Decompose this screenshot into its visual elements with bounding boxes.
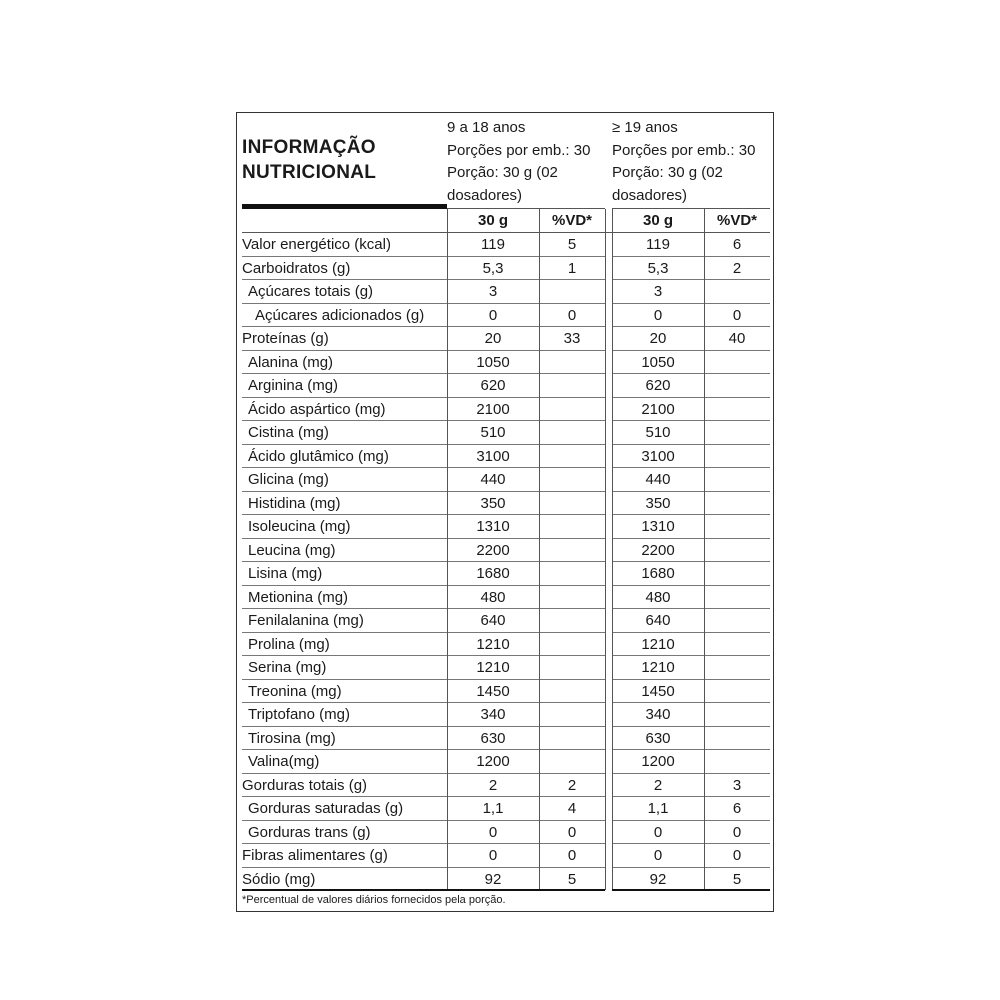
value-vd-9-18: 0 [567,306,577,324]
value-amount-9-18: 1210 [476,659,510,676]
value-vd-19-plus [704,750,770,774]
nutrient-label: Valina(mg) [248,753,320,770]
value-vd-19-plus: 0 [732,847,742,864]
table-row [237,774,775,798]
group-portion-size-cont: dosadores) [447,186,523,204]
nutrient-label: Sódio (mg) [242,870,316,888]
nutrient-label: Cistina (mg) [248,424,329,441]
nutrient-label: Fenilalanina (mg) [248,612,364,629]
table-row [237,562,775,586]
value-vd-19-plus: 0 [732,823,742,841]
table-row [237,586,775,610]
value-vd-19-plus: 6 [732,236,742,253]
nutrient-label: Gorduras trans (g) [248,823,371,841]
value-amount-9-18: 1050 [476,353,510,371]
value-vd-9-18: 0 [567,823,577,841]
table-title [242,135,376,185]
value-vd-19-plus [704,562,770,586]
group-portions: Porções por emb.: 30 [447,141,591,159]
value-amount-19-plus: 1210 [641,659,675,676]
footnote: *Percentual de valores diários fornecidos pela porção. [242,894,506,906]
nutrient-label: Prolina (mg) [248,635,330,653]
value-vd-19-plus [704,727,770,751]
value-vd-9-18: 2 [567,776,577,794]
value-amount-9-18: 1210 [476,635,510,653]
value-vd-9-18 [539,280,605,304]
nutrient-label: Valor energético (kcal) [242,236,391,253]
nutrient-label: Proteínas (g) [242,330,329,347]
value-amount-9-18: 3100 [476,447,510,465]
value-amount-9-18: 2100 [476,400,510,418]
table-row [237,539,775,563]
value-amount-19-plus: 1050 [641,353,675,371]
value-amount-19-plus: 2100 [641,400,675,418]
value-amount-9-18: 0 [488,306,498,324]
nutrient-label: Ácido glutâmico (mg) [248,447,389,465]
value-amount-19-plus: 3 [653,283,663,300]
table-row [237,233,775,257]
title-line-2: NUTRICIONAL [242,162,377,183]
value-vd-9-18 [539,727,605,751]
value-amount-9-18: 630 [480,729,506,747]
nutrient-label: Metionina (mg) [248,588,349,606]
value-amount-19-plus: 480 [645,588,671,606]
value-amount-9-18: 20 [484,330,502,347]
table-row [237,421,775,445]
value-amount-19-plus: 2200 [641,541,675,559]
group-age: 9 a 18 anos [447,119,526,136]
group-header-19-plus [612,117,755,207]
value-vd-19-plus [704,468,770,492]
nutrient-label: Treonina (mg) [248,682,342,700]
value-vd-9-18 [539,609,605,633]
value-amount-9-18: 1,1 [482,800,504,817]
value-vd-19-plus [704,656,770,680]
value-amount-19-plus: 620 [645,377,671,394]
value-amount-9-18: 340 [480,706,506,723]
value-amount-9-18: 92 [484,870,502,888]
value-amount-9-18: 480 [480,588,506,606]
value-amount-19-plus: 630 [645,729,671,747]
value-amount-9-18: 440 [480,471,506,488]
value-amount-9-18: 640 [480,612,506,629]
column-header-vd: %VD* [716,212,757,229]
nutrient-label: Arginina (mg) [248,377,339,394]
value-vd-9-18 [539,586,605,610]
value-vd-9-18 [539,633,605,657]
value-amount-9-18: 1680 [476,565,510,582]
value-vd-9-18: 5 [567,236,577,253]
value-amount-9-18: 3 [488,283,498,300]
table-row [237,398,775,422]
nutrient-label: Açúcares totais (g) [248,283,374,300]
value-amount-19-plus: 1450 [641,682,675,700]
value-amount-19-plus: 0 [653,306,663,324]
table-row [237,609,775,633]
value-vd-19-plus [704,515,770,539]
value-vd-9-18: 1 [567,259,577,277]
value-amount-19-plus: 1680 [641,565,675,582]
value-amount-9-18: 1200 [476,753,510,770]
nutrient-label: Serina (mg) [248,659,327,676]
nutrient-label: Glicina (mg) [248,471,329,488]
value-vd-9-18 [539,492,605,516]
value-vd-9-18 [539,539,605,563]
group-portion-size-cont: dosadores) [612,186,688,204]
value-amount-19-plus: 92 [649,870,667,888]
table-row [237,750,775,774]
value-amount-9-18: 0 [488,823,498,841]
column-header-amount: 30 g [642,212,673,229]
nutrient-label: Isoleucina (mg) [248,518,351,535]
value-vd-9-18 [539,680,605,704]
value-vd-19-plus [704,374,770,398]
nutrient-label: Gorduras saturadas (g) [248,800,404,817]
nutrient-label: Histidina (mg) [248,494,341,512]
value-vd-9-18 [539,374,605,398]
column-header-amount: 30 g [477,212,508,229]
value-amount-19-plus: 1200 [641,753,675,770]
value-vd-19-plus [704,445,770,469]
value-vd-9-18: 0 [567,847,577,864]
table-row [237,374,775,398]
table-row [237,844,775,868]
nutrient-label: Gorduras totais (g) [242,776,368,794]
value-vd-9-18 [539,445,605,469]
value-amount-9-18: 350 [480,494,506,512]
value-vd-9-18: 5 [567,870,577,888]
value-vd-9-18: 33 [563,330,581,347]
value-vd-19-plus [704,421,770,445]
value-vd-19-plus [704,351,770,375]
nutrient-label: Tirosina (mg) [248,729,336,747]
value-vd-9-18 [539,703,605,727]
nutrient-label: Leucina (mg) [248,541,336,559]
nutrient-label: Triptofano (mg) [248,706,350,723]
column-separator [447,209,448,890]
table-row [237,868,775,892]
value-amount-9-18: 0 [488,847,498,864]
title-divider [242,204,447,209]
value-vd-9-18 [539,398,605,422]
value-vd-9-18 [539,562,605,586]
value-amount-19-plus: 510 [645,424,671,441]
table-row [237,468,775,492]
value-vd-19-plus: 0 [732,306,742,324]
group-portion-size: Porção: 30 g (02 [612,164,723,181]
table-row [237,656,775,680]
column-separator [612,209,613,890]
nutrient-label: Lisina (mg) [248,565,323,582]
value-amount-19-plus: 1310 [641,518,675,535]
nutrient-label: Carboidratos (g) [242,259,351,277]
table-row [237,327,775,351]
value-vd-19-plus [704,633,770,657]
value-amount-19-plus: 340 [645,706,671,723]
value-amount-9-18: 2 [488,776,498,794]
value-vd-19-plus: 6 [732,800,742,817]
column-separator [539,209,540,890]
table-row [237,257,775,281]
table-row [237,515,775,539]
value-amount-19-plus: 1,1 [647,800,669,817]
value-amount-9-18: 1310 [476,518,510,535]
value-vd-9-18 [539,515,605,539]
value-vd-19-plus: 3 [732,776,742,794]
table-row [237,797,775,821]
value-vd-19-plus [704,492,770,516]
table-row [237,703,775,727]
value-vd-9-18 [539,351,605,375]
group-header-9-18 [447,117,590,207]
table-row [237,445,775,469]
value-vd-19-plus [704,280,770,304]
value-vd-19-plus [704,609,770,633]
value-amount-19-plus: 0 [653,847,663,864]
table-row [237,727,775,751]
nutrient-label: Açúcares adicionados (g) [255,306,425,324]
table-row [237,633,775,657]
value-amount-19-plus: 3100 [641,447,675,465]
table-row [237,492,775,516]
value-amount-19-plus: 640 [645,612,671,629]
value-amount-9-18: 119 [481,236,505,253]
table-bottom-bar-left [242,889,605,891]
group-portion-size: Porção: 30 g (02 [447,164,558,181]
value-vd-19-plus [704,586,770,610]
nutrition-facts-panel [236,112,774,912]
value-vd-19-plus [704,539,770,563]
value-vd-9-18 [539,750,605,774]
value-amount-19-plus: 119 [646,236,670,253]
nutrient-label: Ácido aspártico (mg) [248,400,386,418]
value-vd-9-18 [539,656,605,680]
column-separator [704,209,705,890]
value-vd-19-plus [704,703,770,727]
value-amount-19-plus: 350 [645,494,671,512]
value-amount-19-plus: 20 [649,330,667,347]
value-amount-9-18: 1450 [476,682,510,700]
value-vd-19-plus [704,680,770,704]
table-row [237,351,775,375]
value-amount-19-plus: 440 [645,471,671,488]
nutrient-label: Fibras alimentares (g) [242,847,388,864]
value-amount-19-plus: 2 [653,776,663,794]
value-vd-9-18 [539,421,605,445]
value-vd-19-plus: 40 [728,330,746,347]
value-amount-19-plus: 1210 [641,635,675,653]
table-row [237,680,775,704]
title-line-1: INFORMAÇÃO [242,137,376,158]
table-bottom-bar-right [612,889,770,891]
table-row [237,304,775,328]
value-amount-9-18: 5,3 [482,259,504,277]
value-vd-19-plus [704,398,770,422]
column-separator [605,209,606,890]
value-vd-9-18 [539,468,605,492]
value-vd-9-18: 4 [567,800,577,817]
value-amount-19-plus: 0 [653,823,663,841]
value-amount-9-18: 2200 [476,541,510,559]
value-amount-19-plus: 5,3 [647,259,669,277]
group-portions: Porções por emb.: 30 [612,141,756,159]
value-amount-9-18: 510 [480,424,506,441]
group-age: ≥ 19 anos [612,119,678,136]
table-row [237,821,775,845]
nutrient-label: Alanina (mg) [248,353,334,371]
value-vd-19-plus: 5 [732,870,742,888]
table-row [237,280,775,304]
column-header-vd: %VD* [551,212,592,229]
value-amount-9-18: 620 [480,377,506,394]
value-vd-19-plus: 2 [732,259,742,277]
